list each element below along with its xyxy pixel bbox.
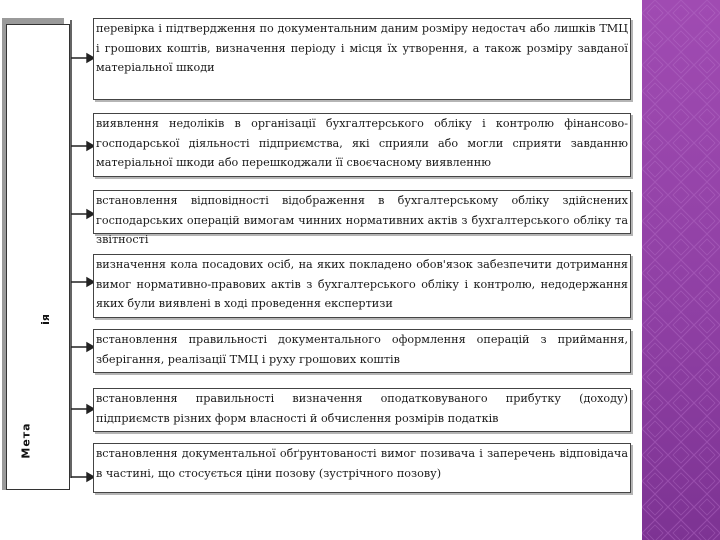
purpose-text: встановлення правильності документального оформлення операцій з приймання, зберігання, реалізації ТМЦ і руху грошових коштів (96, 333, 628, 366)
purpose-item-1 (93, 18, 631, 100)
purpose-item-4 (93, 254, 631, 318)
purpose-text: перевірка і підтвердження по документальним даним розміру недостач або лишків ТМЦ і грошових коштів, визначення періоду і місця їх утворення, а також розміру завданої матеріальної шкоди (96, 22, 628, 74)
diamond-pattern (642, 0, 720, 540)
purpose-text: встановлення правильності визначення оподатковуваного прибутку (доходу) підприємств різних форм власності й обчислення розмірів податків (96, 392, 628, 425)
goal-box (6, 24, 70, 490)
purpose-item-2 (93, 113, 631, 177)
purpose-item-5 (93, 329, 631, 373)
purpose-item-6 (93, 388, 631, 432)
purpose-text: встановлення документальної обґрунтованості вимог позивача і заперечень відповідача в частині, що стосується ціни позову (зустрічного позову) (96, 447, 628, 480)
goal-label-fragment: ія (38, 314, 52, 325)
connector-lines (70, 20, 95, 498)
decorative-side-panel (642, 0, 720, 540)
purpose-item-3 (93, 190, 631, 246)
purpose-text: визначення кола посадових осіб, на яких покладено обов'язок забезпечити дотримання вимог нормативно-правових актів з бухгалтерського обліку і контролю, недодержання яких були виявлені в ході проведення експертизи (96, 258, 628, 310)
purpose-text: виявлення недоліків в організації бухгалтерського обліку і контролю фінансово-господарської діяльності підприємства, які сприяли або могли сприяти завданню матеріальної шкоди або перешкоджали її своєчасному виявленню (96, 117, 628, 169)
purpose-item-7 (93, 443, 631, 493)
purpose-text: встановлення відповідності відображення в бухгалтерському обліку здійснених господарських операцій вимогам чинних нормативних актів з бухгалтерського обліку та звітності (96, 194, 628, 246)
goal-label: Мета (19, 422, 33, 459)
arrow-icon (71, 54, 94, 481)
